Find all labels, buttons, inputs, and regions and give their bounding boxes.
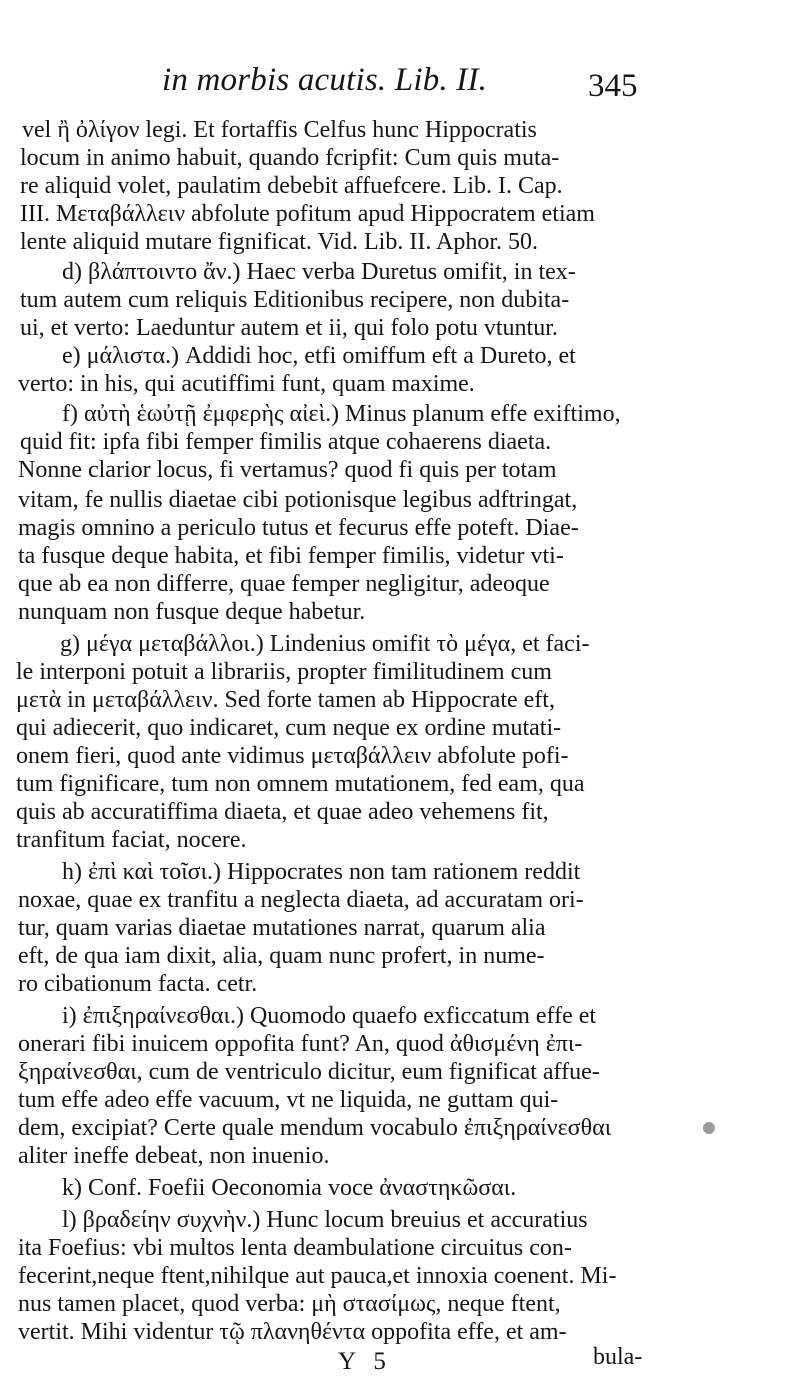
text-line: tum effe adeo effe vacuum, vt ne liquida, ne guttam qui- [18,1087,559,1113]
text-line: nus tamen placet, quod verba: μὴ στασίμως, neque ftent, [18,1291,561,1317]
running-title: in morbis acutis. Lib. II. [162,62,488,98]
text-line: d) βλάπτοιντο ἄν.) Haec verba Duretus omifit, in tex- [62,259,576,285]
text-line: tum fignificare, tum non omnem mutationem, fed eam, qua [16,771,585,797]
text-line: l) βραδείην συχνὴν.) Hunc locum breuius et accuratius [62,1207,588,1233]
ink-spot [703,1122,715,1134]
text-line: ta fusque deque habita, et fibi femper fimilis, videtur vti- [18,543,564,569]
text-line: dem, excipiat? Certe quale mendum vocabulo ἐπιξηραίνεσθαι [18,1115,612,1141]
text-line: que ab ea non differre, quae femper negligitur, adeoque [18,571,550,597]
text-line: onerari fibi inuicem oppofita funt? An, quod ἀθισμένη ἐπι- [18,1031,583,1057]
text-line: k) Conf. Foefii Oeconomia voce ἀναστηκῶσαι. [62,1175,517,1201]
text-line: fecerint,neque ftent,nihilque aut pauca,et innoxia coenent. Mi- [18,1263,617,1289]
text-line: quid fit: ipfa fibi femper fimilis atque cohaerens diaeta. [20,429,552,455]
text-line: ro cibationum facta. cetr. [18,971,258,997]
text-line: vertit. Mihi videntur τῷ πλανηθέντα oppofita effe, et am- [18,1319,567,1345]
text-line: ξηραίνεσθαι, cum de ventriculo dicitur, eum fignificat affue- [18,1059,600,1085]
text-line: ita Foefius: vbi multos lenta deambulatione circuitus con- [18,1235,572,1261]
text-line: onem fieri, quod ante vidimus μεταβάλλειν abfolute pofi- [16,743,569,769]
text-line: ui, et verto: Laeduntur autem et ii, qui folo potu vtuntur. [20,315,558,341]
text-line: tranfitum faciat, nocere. [16,827,247,853]
text-line: vitam, fe nullis diaetae cibi potionisque legibus adftringat, [18,487,578,513]
text-line: nunquam non fusque deque habetur. [18,599,366,625]
text-line: magis omnino a periculo tutus et fecurus effe poteft. Diae- [18,515,579,541]
text-line: h) ἐπὶ καὶ τοῖσι.) Hippocrates non tam rationem reddit [62,859,581,885]
text-line: quis ab accuratiffima diaeta, et quae adeo vehemens fit, [16,799,549,825]
text-line: Nonne clarior locus, fi vertamus? quod fi quis per totam [18,457,557,483]
text-line: g) μέγα μεταβάλλοι.) Lindenius omifit τὸ μέγα, et faci- [60,631,590,657]
running-head [0,62,800,102]
text-line: f) αὐτὴ ἑωὐτῇ ἐμφερὴς αἰεὶ.) Minus planum effe exiftimo, [62,401,621,427]
text-line: μετὰ in μεταβάλλειν. Sed forte tamen ab Hippocrate eft, [16,687,555,713]
text-line: lente aliquid mutare fignificat. Vid. Lib. II. Aphor. 50. [20,229,539,255]
text-line: locum in animo habuit, quando fcripfit: Cum quis muta- [20,145,560,171]
text-line: le interponi potuit a librariis, propter fimilitudinem cum [16,659,552,685]
text-line: e) μάλιστα.) Addidi hoc, etfi omiffum eft a Dureto, et [62,343,576,369]
text-line: III. Μεταβάλλειν abfolute pofitum apud Hippocratem etiam [20,201,595,227]
text-line: eft, de qua iam dixit, alia, quam nunc profert, in nume- [18,943,545,969]
text-line: vel ἢ ὀλίγον legi. Et fortaffis Celfus hunc Hippocratis [22,117,537,143]
text-line: re aliquid volet, paulatim debebit affuefcere. Lib. I. Cap. [20,173,563,199]
text-line: i) ἐπιξηραίνεσθαι.) Quomodo quaefo exficcatum effe et [62,1003,597,1029]
text-line: aliter ineffe debeat, non inuenio. [18,1143,330,1169]
text-line: verto: in his, qui acutiffimi funt, quam maxime. [18,371,475,397]
catchword: bula- [593,1344,643,1370]
text-line: tur, quam varias diaetae mutationes narrat, quarum alia [18,915,546,941]
text-line: tum autem cum reliquis Editionibus recipere, non dubita- [20,287,570,313]
signature-mark: Y 5 [338,1348,392,1375]
text-line: qui adiecerit, quo indicaret, cum neque ex ordine mutati- [16,715,562,741]
text-line: noxae, quae ex tranfitu a neglecta diaeta, ad accuratam ori- [18,887,584,913]
page-number: 345 [588,68,638,104]
footer [0,1344,800,1384]
